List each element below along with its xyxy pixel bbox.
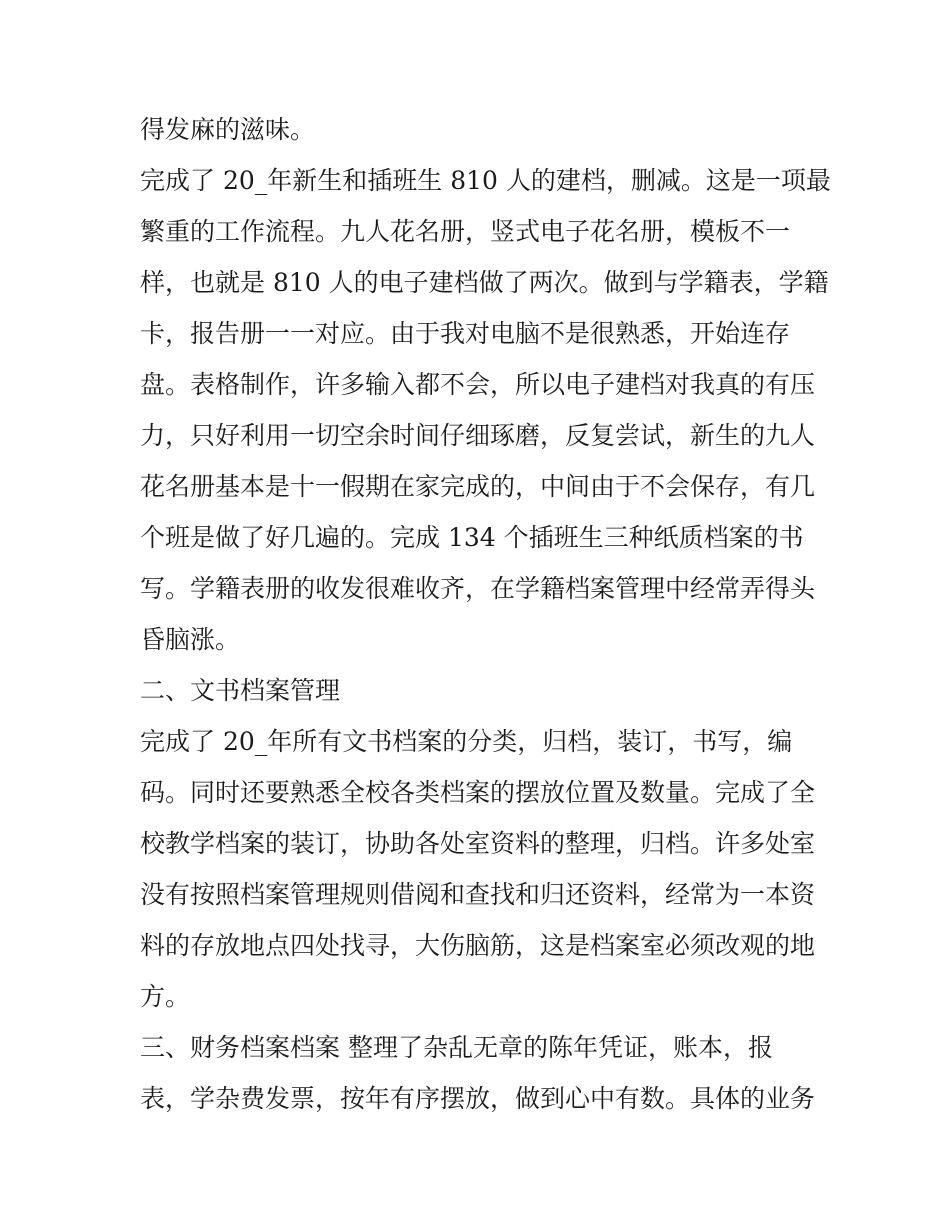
text-line: 方。	[140, 982, 191, 1011]
text-line: 花名册基本是十一假期在家完成的，中间由于不会保存，有几	[140, 472, 816, 501]
text-line: 完成了 20_年新生和插班生 810 人的建档，删减。这是一项最	[140, 166, 831, 195]
text-line: 表，学杂费发票，按年有序摆放，做到心中有数。具体的业务	[140, 1084, 816, 1113]
text-line: 得发麻的滋味。	[140, 115, 316, 144]
text-line: 繁重的工作流程。九人花名册，竖式电子花名册，模板不一	[140, 217, 791, 246]
text-line: 校教学档案的装订，协助各处室资料的整理，归档。许多处室	[140, 829, 816, 858]
text-line: 昏脑涨。	[140, 625, 241, 654]
text-line: 没有按照档案管理规则借阅和查找和归还资料，经常为一本资	[140, 880, 816, 909]
text-line: 完成了 20_年所有文书档案的分类，归档，装订，书写，编	[140, 727, 793, 756]
section-heading-line: 三、财务档案档案 整理了杂乱无章的陈年凭证，账本，报	[140, 1033, 773, 1062]
text-line: 码。同时还要熟悉全校各类档案的摆放位置及数量。完成了全	[140, 778, 816, 807]
text-line: 样，也就是 810 人的电子建档做了两次。做到与学籍表，学籍	[140, 268, 829, 297]
text-line: 写。学籍表册的收发很难收齐，在学籍档案管理中经常弄得头	[140, 574, 816, 603]
text-line: 卡，报告册一一对应。由于我对电脑不是很熟悉，开始连存	[140, 319, 791, 348]
text-line: 料的存放地点四处找寻，大伤脑筋，这是档案室必须改观的地	[140, 931, 816, 960]
text-line: 盘。表格制作，许多输入都不会，所以电子建档对我真的有压	[140, 370, 816, 399]
document-body	[140, 104, 831, 1124]
text-line: 力，只好利用一切空余时间仔细琢磨，反复尝试，新生的九人	[140, 421, 816, 450]
section-heading: 二、文书档案管理	[140, 676, 341, 705]
text-line: 个班是做了好几遍的。完成 134 个插班生三种纸质档案的书	[140, 523, 804, 552]
